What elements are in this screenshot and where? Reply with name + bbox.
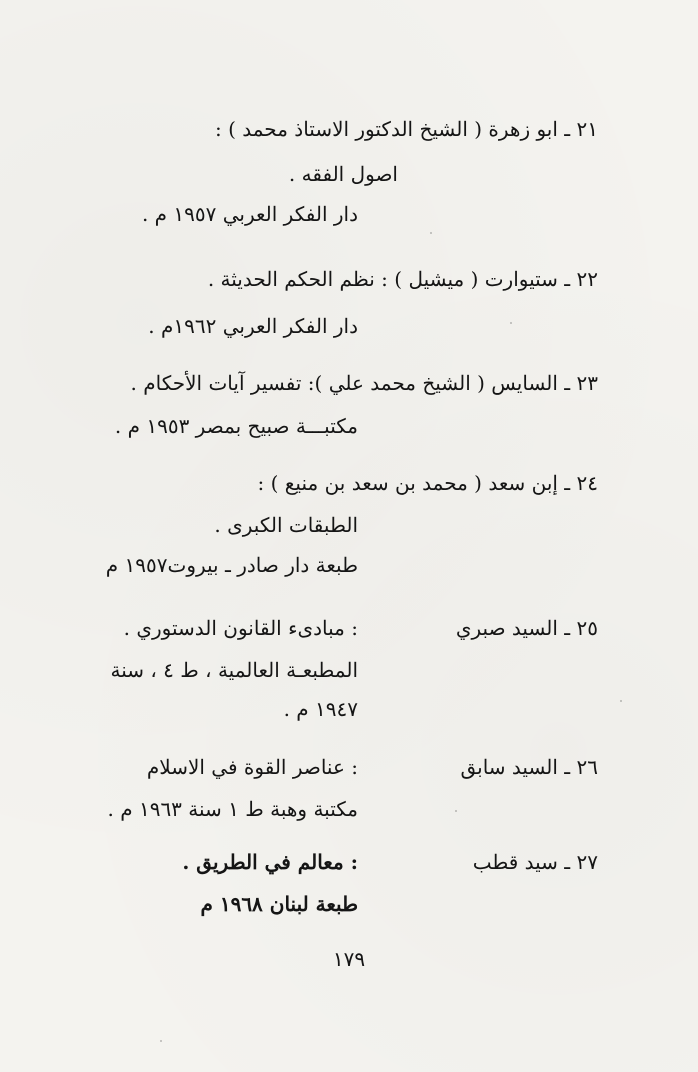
entry-22-publisher-line: دار الفكر العربي ١٩٦٢م . bbox=[148, 314, 358, 338]
entry-25-year-line: ١٩٤٧ م . bbox=[283, 697, 358, 721]
entry-21-author-line: ٢١ ـ ابو زهرة ( الشيخ الدكتور الاستاذ محمد ) : bbox=[214, 117, 598, 141]
entry-24-author-line: ٢٤ ـ إبن سعد ( محمد بن سعد بن منيع ) : bbox=[257, 471, 598, 495]
page-number: ١٧٩ bbox=[332, 947, 366, 971]
entry-27-author: ٢٧ ـ سيد قطب bbox=[472, 850, 598, 874]
scan-speck bbox=[455, 810, 457, 812]
scan-speck bbox=[160, 1040, 162, 1042]
entry-22-author-line: ٢٢ ـ ستيوارت ( ميشيل ) : نظم الحكم الحديثة . bbox=[207, 267, 598, 291]
entry-21-title-line: اصول الفقه . bbox=[288, 162, 398, 186]
entry-27-publisher-line: طبعة لبنان ١٩٦٨ م bbox=[200, 892, 358, 916]
entry-27-title-line: : معالم في الطريق . bbox=[182, 850, 358, 874]
entry-23-publisher-line: مكتبـــة صبيح بمصر ١٩٥٣ م . bbox=[114, 414, 358, 438]
entry-24-publisher-line: طبعة دار صادر ـ بيروت١٩٥٧ م bbox=[105, 553, 358, 577]
entry-26-author: ٢٦ ـ السيد سابق bbox=[460, 755, 598, 779]
entry-21-publisher-line: دار الفكر العربي ١٩٥٧ م . bbox=[141, 202, 358, 226]
entry-23-author-line: ٢٣ ـ السايس ( الشيخ محمد علي ): تفسير آيات الأحكام . bbox=[130, 371, 598, 395]
entry-24-title-line: الطبقات الكبرى . bbox=[214, 513, 358, 537]
scan-speck bbox=[620, 700, 622, 702]
entry-26-title-line: : عناصر القوة في الاسلام bbox=[146, 755, 358, 779]
scan-speck bbox=[510, 322, 512, 324]
entry-26-publisher-line: مكتبة وهبة ط ١ سنة ١٩٦٣ م . bbox=[107, 797, 358, 821]
entry-25-publisher-line: المطبعـة العالمية ، ط ٤ ، سنة bbox=[110, 658, 358, 682]
scan-speck bbox=[430, 232, 432, 234]
entry-25-author: ٢٥ ـ السيد صبري bbox=[455, 616, 598, 640]
entry-25-title-line: : مبادىء القانون الدستوري . bbox=[123, 616, 358, 640]
